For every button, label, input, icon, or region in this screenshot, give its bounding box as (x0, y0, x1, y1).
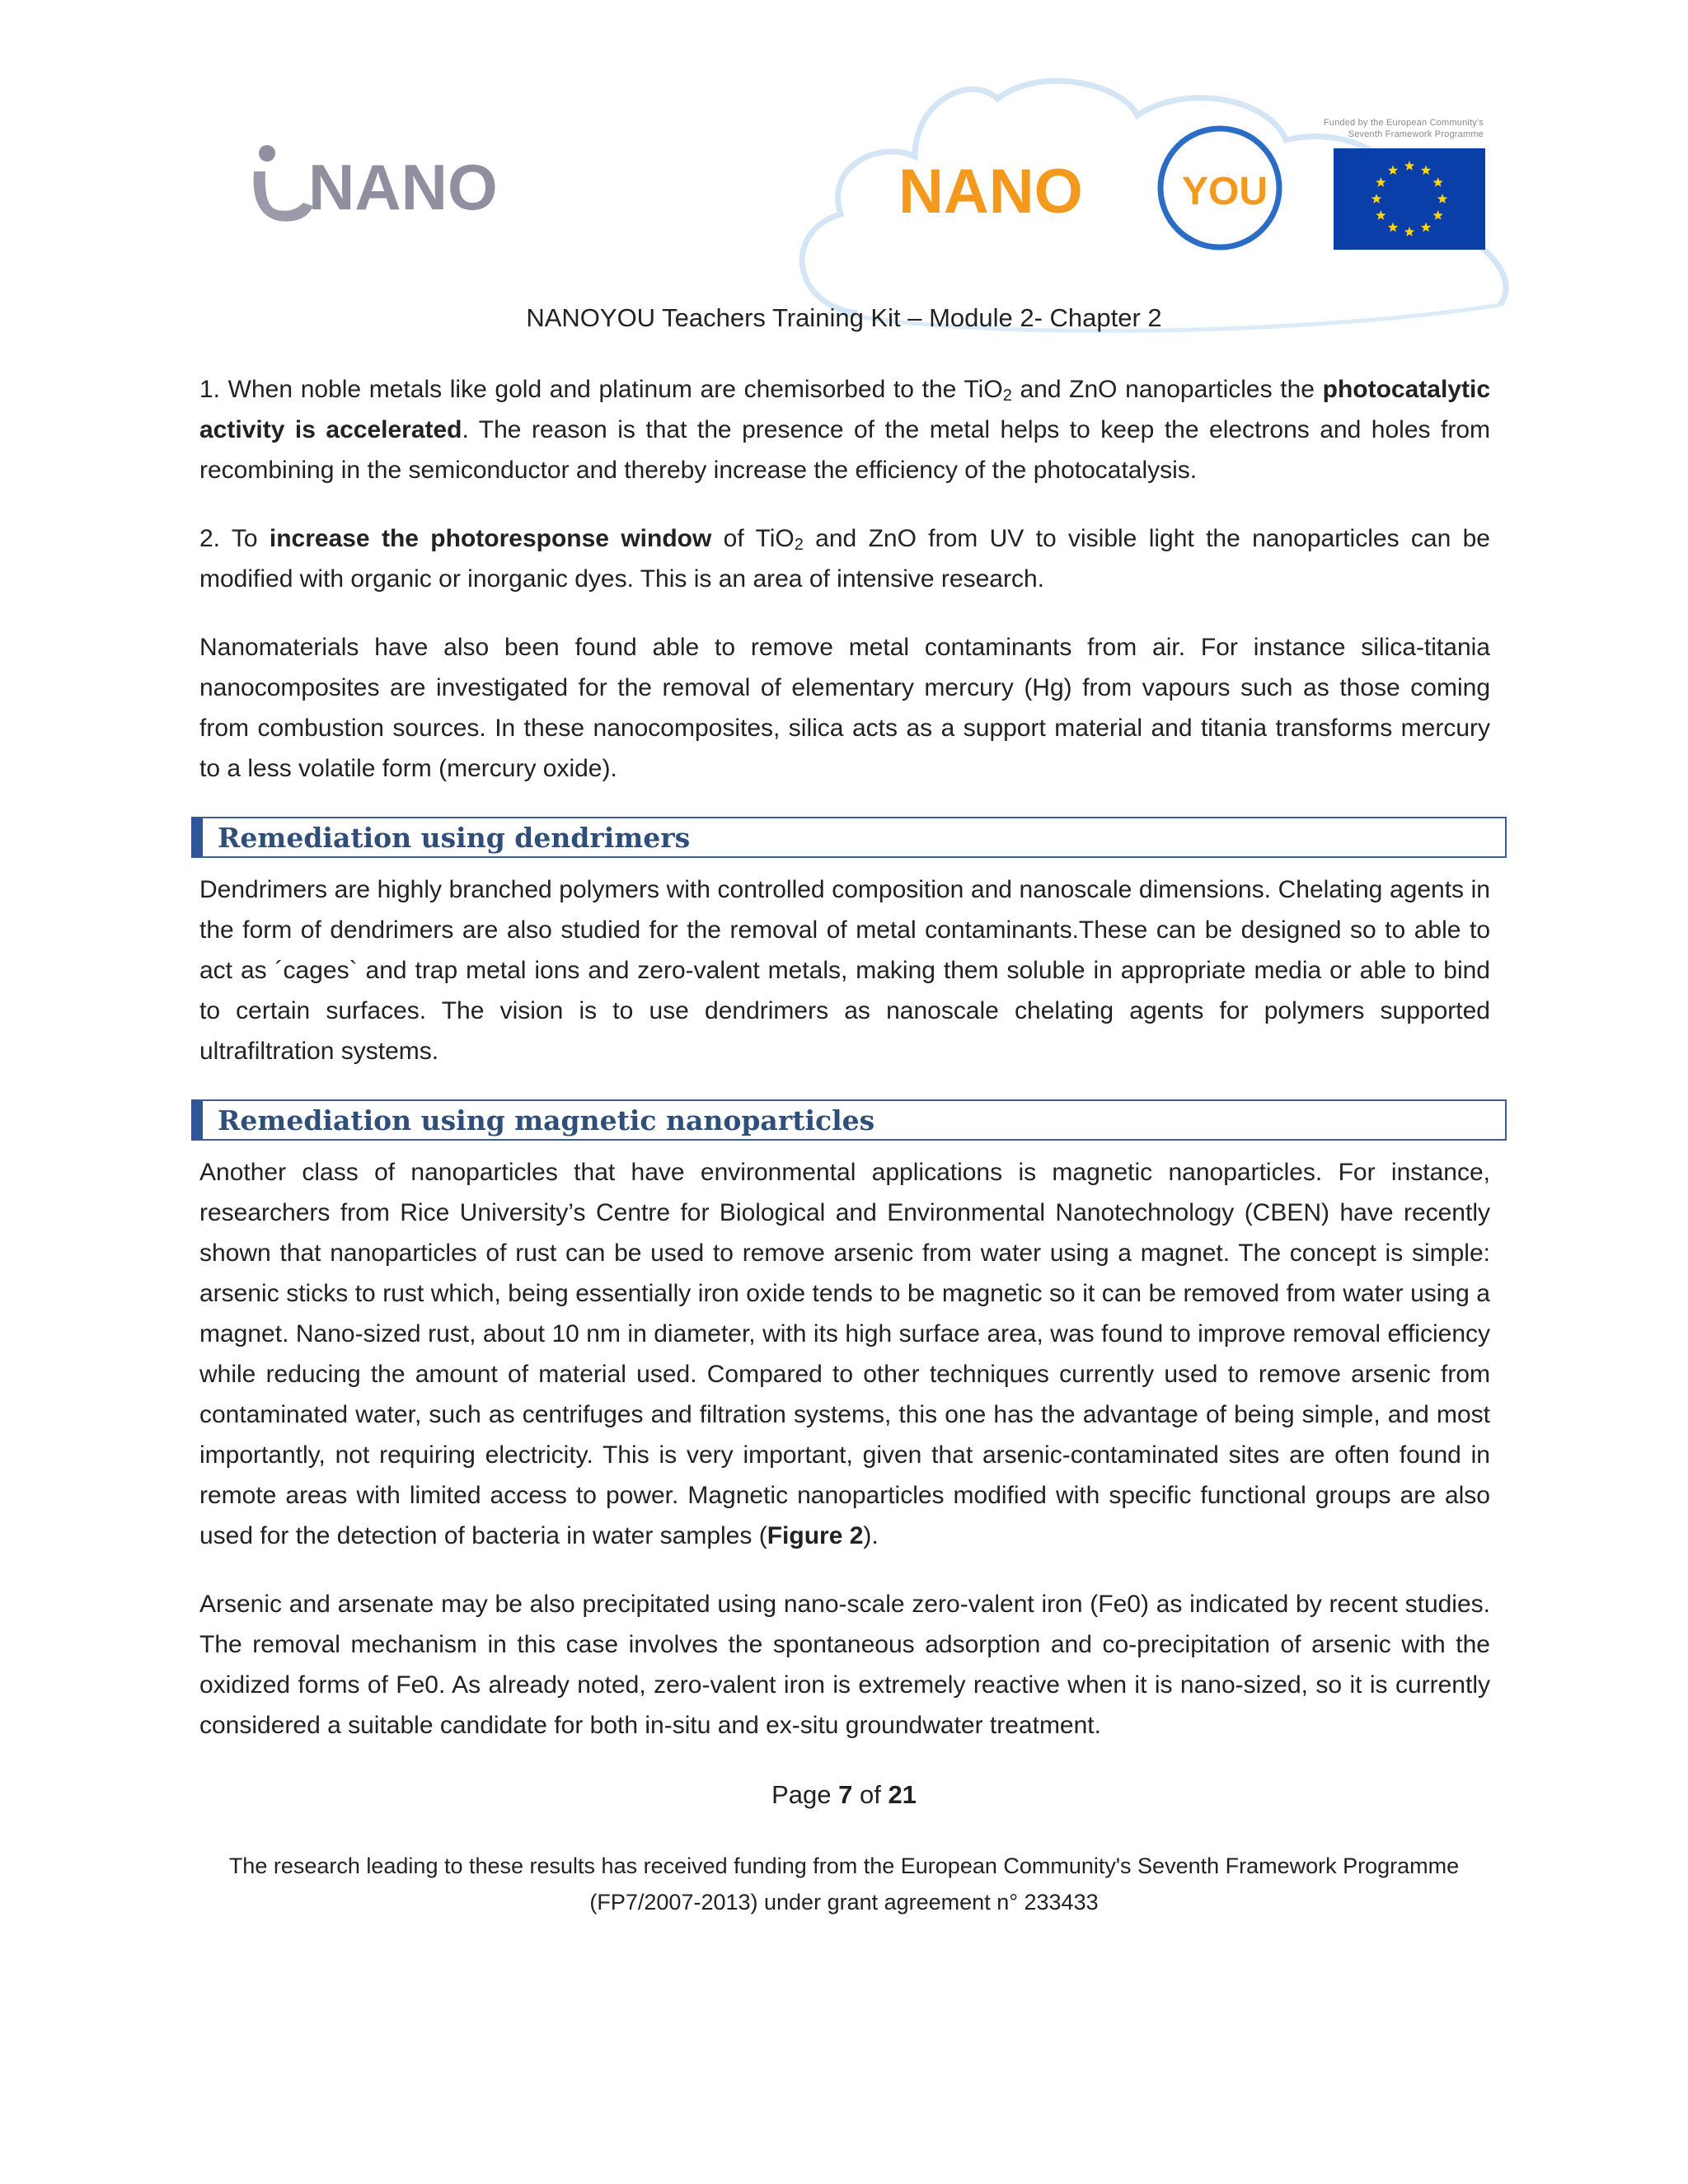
p2-lead: 2. To (199, 525, 270, 552)
p1-subscript: 2 (1002, 387, 1012, 405)
eu-funding-note-line1: Funded by the European Community's (1323, 118, 1484, 128)
eu-funding-note-line2: Seventh Framework Programme (1348, 129, 1484, 139)
figure-2-reference: Figure 2 (767, 1522, 864, 1549)
p2-mid: of TiO (711, 525, 795, 552)
funding-footer (0, 1848, 1688, 1920)
paragraph-photoresponse (199, 518, 1490, 599)
page-number (0, 1780, 1688, 1810)
paragraph-air-contaminants: Nanomaterials have also been found able to remove metal contaminants from air. For instance silica-titania nanocomposites are investigated for the removal of elementary mercury (Hg) from vapours such as those coming from combustion sources. In these nanocomposites, silica acts as a support material and titania transforms mercury to a less volatile form (mercury oxide). (199, 634, 1490, 782)
eu-flag-icon (1334, 148, 1485, 250)
page-number-total: 21 (888, 1780, 917, 1809)
paragraph-arsenate: Arsenic and arsenate may be also precipitated using nano-scale zero-valent iron (Fe0) as indicated by recent studies. The removal mechanism in this case involves the spontaneous adsorption and co-precipitation of arsenic with the oxidized forms of Fe0. As already noted, zero-valent iron is extremely reactive when it is nano-sized, so it is currently considered a suitable candidate for both in-situ and ex-situ groundwater treatment. (199, 1591, 1490, 1739)
p1-lead: 1. When noble metals like gold and platinum are chemisorbed to the TiO (199, 376, 1003, 403)
p5-lead: Another class of nanoparticles that have environmental applications is magnetic nanoparticles. For instance, researchers from Rice University’s Centre for Biological and Environmental Nanotechnology (CBEN) have recently shown that nanoparticles of rust can be used to remove arsenic from water using a magnet. The concept is simple: arsenic sticks to rust which, being essentially iron oxide tends to be magnetic so it can be removed from water using a magnet. Nano-sized rust, about 10 nm in diameter, with its high surface area, was found to improve removal efficiency while reducing the amount of material used. Compared to other techniques currently used to remove arsenic from contaminated water, such as centrifuges and filtration systems, this one has the advantage of being simple, and most importantly, not requiring electricity. This is very important, given that arsenic-contaminated sites are often found in remote areas with limited access to power. Magnetic nanoparticles modified with specific functional groups are also used for the detection of bacteria in water samples ( (199, 1159, 1490, 1549)
page-number-current: 7 (838, 1780, 853, 1809)
page-number-of: of (852, 1780, 889, 1809)
funding-footer-line2: (FP7/2007-2013) under grant agreement n° 233433 (589, 1890, 1099, 1915)
inano-logo (239, 124, 503, 239)
main-content (199, 369, 1490, 1774)
eu-funding-note (1311, 117, 1484, 140)
section-heading-magnetic (191, 1099, 1507, 1141)
page-number-prefix: Page (771, 1780, 839, 1809)
p2-tail: and ZnO from UV to visible light the nanoparticles can be modified with organic or inorganic dyes. This is an area of intensive research. (199, 525, 1490, 593)
p1-bold: photocatalytic activity is accelerated (199, 376, 1491, 443)
funding-footer-line1: The research leading to these results has received funding from the European Community's Seventh Framework Programme (228, 1854, 1460, 1878)
p1-mid: and ZnO nanoparticles the (1011, 376, 1323, 403)
p1-tail: . The reason is that the presence of the metal helps to keep the electrons and holes from recombining in the semiconductor and thereby increase the efficiency of the photocatalysis. (199, 416, 1490, 484)
paragraph-noble-metals (199, 369, 1490, 490)
paragraph-magnetic-nanoparticles (199, 1152, 1490, 1556)
nanoyou-logo-you-text: YOU (1182, 170, 1268, 213)
section-heading-dendrimers (191, 817, 1507, 858)
p5-tail: ). (863, 1522, 879, 1549)
page-header (0, 0, 1688, 330)
section-heading-magnetic-text: Remediation using magnetic nanoparticles (218, 1104, 875, 1137)
section-heading-dendrimers-text: Remediation using dendrimers (218, 822, 691, 854)
nanoyou-logo (898, 115, 1294, 255)
p2-bold: increase the photoresponse window (269, 525, 712, 552)
inano-logo-text: NANO (308, 151, 498, 223)
paragraph-dendrimers: Dendrimers are highly branched polymers with controlled composition and nanoscale dimensions. Chelating agents in the form of dendrimers are also studied for the removal of metal contaminants.These can be designed so to able to act as ´cages` and trap metal ions and zero-valent metals, making them soluble in appropriate media or able to bind to certain surfaces. The vision is to use dendrimers as nanoscale chelating agents for polymers supported ultrafiltration systems. (199, 876, 1490, 1065)
running-header-title: NANOYOU Teachers Training Kit – Module 2- Chapter 2 (526, 303, 1162, 332)
p2-subscript: 2 (794, 536, 804, 554)
nanoyou-logo-text: NANO (898, 157, 1083, 227)
